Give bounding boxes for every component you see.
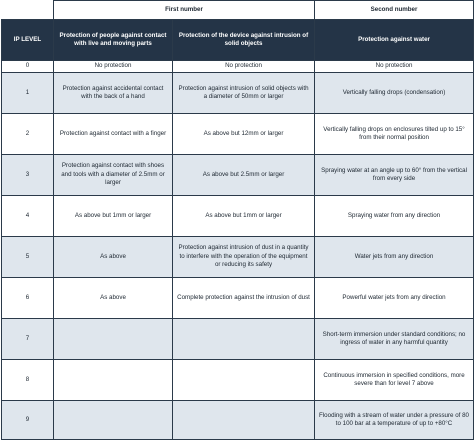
water-protection-cell: Flooding with a stream of water under a pressure of 80 to 100 bar at a temperature of up to +80°C — [315, 401, 474, 440]
table-row — [2, 61, 474, 73]
table-row — [2, 401, 474, 440]
device-protection-cell — [173, 401, 315, 440]
people-protection-cell: No protection — [54, 61, 173, 73]
ip-level-cell: 2 — [2, 114, 54, 155]
people-protection-cell — [54, 401, 173, 440]
ip-level-cell: 3 — [2, 155, 54, 196]
ip-level-cell: 1 — [2, 73, 54, 114]
table-row — [2, 360, 474, 401]
device-protection-cell — [173, 319, 315, 360]
ip-rating-table — [1, 0, 474, 440]
water-protection-cell: No protection — [315, 61, 474, 73]
device-protection-cell: No protection — [173, 61, 315, 73]
device-protection-cell: Protection against intrusion of dust in a quantity to interfere with the operation of the equipment or reducing its safety — [173, 237, 315, 278]
people-protection-cell — [54, 360, 173, 401]
ip-level-cell: 0 — [2, 61, 54, 73]
table-row — [2, 73, 474, 114]
ip-level-cell: 7 — [2, 319, 54, 360]
ip-level-cell: 4 — [2, 196, 54, 237]
group-header-second-number: Second number — [315, 1, 474, 20]
water-protection-cell: Vertically falling drops (condensation) — [315, 73, 474, 114]
column-header-device-protection: Protection of the device against intrusion of solid objects — [173, 20, 315, 61]
device-protection-cell: Complete protection against the intrusion of dust — [173, 278, 315, 319]
water-protection-cell: Spraying water from any direction — [315, 196, 474, 237]
table-row — [2, 196, 474, 237]
device-protection-cell — [173, 360, 315, 401]
device-protection-cell: As above but 2.5mm or larger — [173, 155, 315, 196]
water-protection-cell: Vertically falling drops on enclosures tilted up to 15° from their normal position — [315, 114, 474, 155]
column-header-water-protection: Protection against water — [315, 20, 474, 61]
people-protection-cell: Protection against accidental contact with the back of a hand — [54, 73, 173, 114]
group-header-row — [2, 1, 474, 20]
people-protection-cell: As above but 1mm or larger — [54, 196, 173, 237]
corner-cell — [2, 1, 54, 20]
device-protection-cell: As above but 12mm or larger — [173, 114, 315, 155]
table-row — [2, 155, 474, 196]
water-protection-cell: Continuous immersion in specified conditions, more severe than for level 7 above — [315, 360, 474, 401]
column-header-row — [2, 20, 474, 61]
table-row — [2, 237, 474, 278]
ip-level-cell: 8 — [2, 360, 54, 401]
ip-level-cell: 9 — [2, 401, 54, 440]
group-header-first-number: First number — [54, 1, 315, 20]
water-protection-cell: Spraying water at an angle up to 60° from the vertical from every side — [315, 155, 474, 196]
column-header-ip-level: IP LEVEL — [2, 20, 54, 61]
water-protection-cell: Powerful water jets from any direction — [315, 278, 474, 319]
table-row — [2, 278, 474, 319]
water-protection-cell: Short-term immersion under standard conditions; no ingress of water in any harmful quantity — [315, 319, 474, 360]
people-protection-cell: As above — [54, 278, 173, 319]
ip-level-cell: 6 — [2, 278, 54, 319]
table-row — [2, 319, 474, 360]
people-protection-cell — [54, 319, 173, 360]
table-row — [2, 114, 474, 155]
ip-level-cell: 5 — [2, 237, 54, 278]
water-protection-cell: Water jets from any direction — [315, 237, 474, 278]
device-protection-cell: As above but 1mm or larger — [173, 196, 315, 237]
column-header-people-protection: Protection of people against contact with live and moving parts — [54, 20, 173, 61]
people-protection-cell: Protection against contact with a finger — [54, 114, 173, 155]
device-protection-cell: Protection against intrusion of solid objects with a diameter of 50mm or larger — [173, 73, 315, 114]
people-protection-cell: As above — [54, 237, 173, 278]
people-protection-cell: Protection against contact with shoes and tools with a diameter of 2.5mm or larger — [54, 155, 173, 196]
